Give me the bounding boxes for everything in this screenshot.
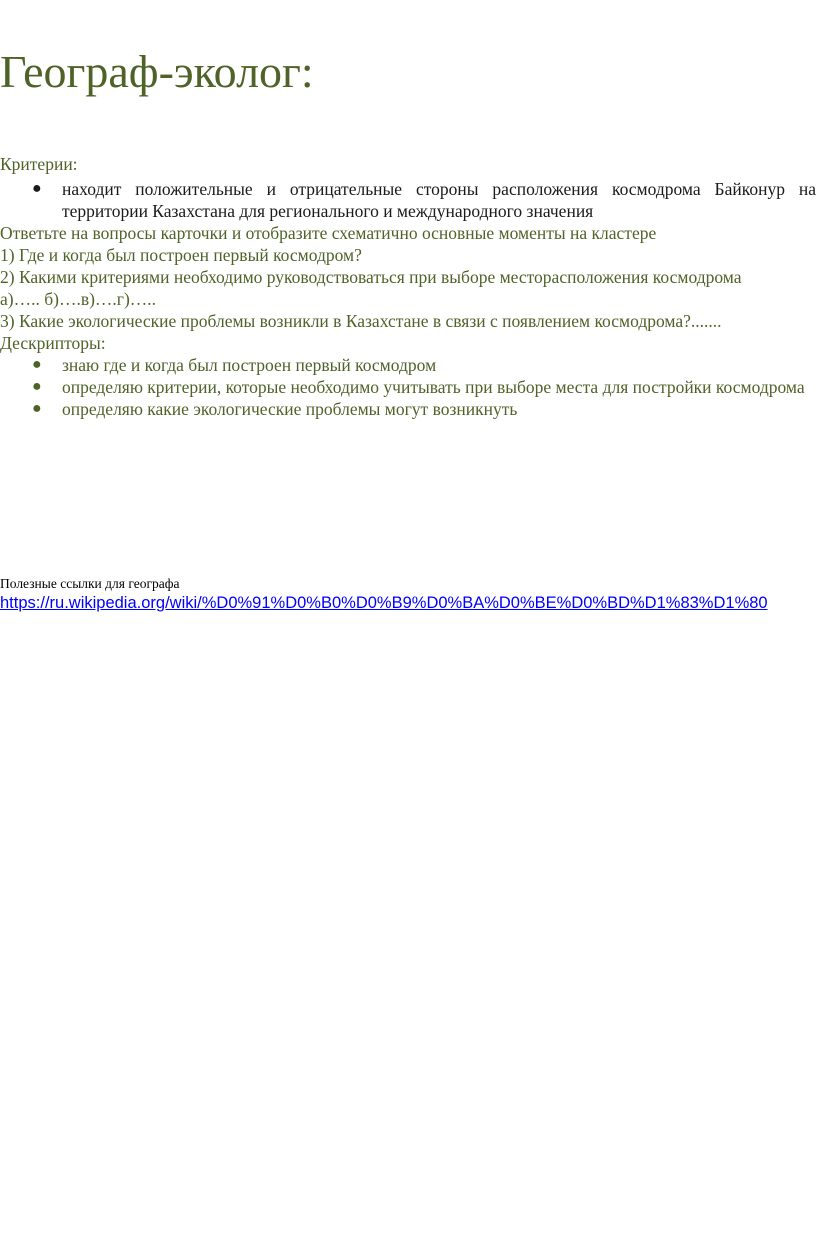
descriptor-item-text: знаю где и когда был построен первый космодром: [62, 355, 437, 375]
descriptor-item: [0, 354, 816, 376]
question-2-options: а)….. б)….в)….г)…..: [0, 289, 157, 309]
task-instruction: Ответьте на вопросы карточки и отобразите схематично основные моменты на кластере: [0, 223, 657, 243]
criteria-item-text: находит положительные и отрицательные стороны расположения космодрома Байконур на территории Казахстана для регионального и международного значения: [62, 179, 816, 221]
descriptor-item-text: определяю какие экологические проблемы могут возникнуть: [62, 399, 518, 419]
wikipedia-link[interactable]: https://ru.wikipedia.org/wiki/%D0%91%D0%B0%D0%B9%D0%BA%D0%BE%D0%BD%D1%83%D1%80: [0, 594, 768, 612]
bullet-icon: ●: [32, 180, 42, 197]
useful-links-label: Полезные ссылки для географа: [0, 576, 180, 591]
descriptors-heading: Дескрипторы:: [0, 333, 106, 353]
bullet-icon: ●: [32, 378, 42, 395]
criteria-item: [0, 178, 816, 222]
descriptor-item-text: определяю критерии, которые необходимо учитывать при выборе места для постройки космодрома: [62, 377, 805, 397]
descriptors-list: [0, 354, 816, 420]
question-2: 2) Какими критериями необходимо руководствоваться при выборе месторасположения космодрома: [0, 267, 742, 287]
bullet-icon: ●: [32, 400, 42, 417]
criteria-heading: Критерии:: [0, 154, 78, 174]
question-1: 1) Где и когда был построен первый космодром?: [0, 245, 362, 265]
question-3: 3) Какие экологические проблемы возникли в Казахстане в связи с появлением космодрома?.......: [0, 311, 722, 331]
descriptor-item: [0, 376, 816, 398]
page-title: Географ-эколог:: [0, 46, 314, 97]
bullet-icon: ●: [32, 356, 42, 373]
descriptor-item: [0, 398, 816, 420]
criteria-list: [0, 178, 816, 222]
task-card: [0, 153, 816, 420]
useful-links: [0, 576, 816, 614]
